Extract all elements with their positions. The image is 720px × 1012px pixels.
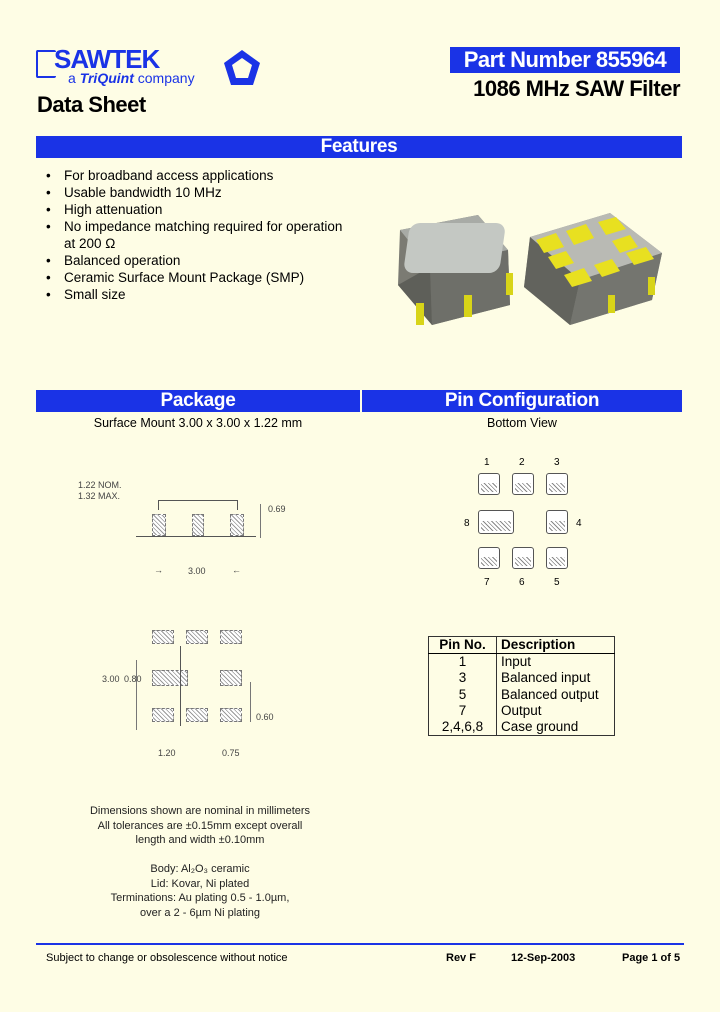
dim-pitch-a: 1.20 <box>158 748 176 758</box>
table-row <box>429 719 615 736</box>
features-list <box>44 167 354 303</box>
note-line: All tolerances are ±0.15mm except overall <box>97 819 303 832</box>
pin-config-heading: Pin Configuration <box>362 390 682 412</box>
feature-item: • Ceramic Surface Mount Package (SMP) <box>44 269 354 286</box>
package-subtitle: Surface Mount 3.00 x 3.00 x 1.22 mm <box>93 416 303 430</box>
footer-disclaimer: Subject to change or obsolescence without notice <box>46 952 288 964</box>
pin-label-2: 2 <box>519 457 525 468</box>
arrow-right-icon: ← <box>232 565 241 575</box>
table-row <box>429 686 615 703</box>
pentagon-logo-icon <box>222 48 262 88</box>
dim-pitch-b: 0.75 <box>222 748 240 758</box>
pin-number: 1 <box>429 653 497 670</box>
pin-table <box>428 636 615 736</box>
pin-description: Balanced input <box>497 670 615 687</box>
dim-height-nom: 1.22 NOM. <box>78 480 122 490</box>
footer-page: Page 1 of 5 <box>622 952 681 964</box>
note-line <box>60 848 340 863</box>
top-view-drawing <box>100 620 300 770</box>
pin-description: Output <box>497 703 615 720</box>
note-line: Dimensions shown are nominal in millimeters <box>89 805 311 817</box>
sawtek-logo <box>36 44 266 90</box>
dim-pad-len: 0.60 <box>256 712 274 722</box>
pin-number: 3 <box>429 670 497 687</box>
package-notes <box>60 804 340 920</box>
feature-item: • High attenuation <box>44 201 354 218</box>
pin-label-3: 3 <box>554 457 560 468</box>
features-heading: Features <box>36 136 682 158</box>
dim-width: 3.00 <box>188 566 206 576</box>
pin-number: 2,4,6,8 <box>429 719 497 736</box>
pin-number: 5 <box>429 686 497 703</box>
pin-description: Input <box>497 653 615 670</box>
product-title: 1086 MHz SAW Filter <box>473 76 680 101</box>
logo-s-icon <box>36 50 56 78</box>
part-number-badge: Part Number 855964 <box>450 47 680 73</box>
note-line: Lid: Kovar, Ni plated <box>150 877 250 890</box>
dim-pad-gap: 0.80 <box>124 674 142 684</box>
pin-label-1: 1 <box>484 457 490 468</box>
footer-revision: Rev F <box>446 952 476 964</box>
table-row <box>429 653 615 670</box>
bottom-view-drawing <box>460 455 590 590</box>
footer-divider <box>36 943 684 945</box>
pin-description: Balanced output <box>497 686 615 703</box>
logo-tagline-suffix: company <box>133 70 195 86</box>
feature-item: • Usable bandwidth 10 MHz <box>44 184 354 201</box>
pin-config-subtitle: Bottom View <box>487 416 557 430</box>
pin-table-header <box>429 637 615 654</box>
feature-item: • For broadband access applications <box>44 167 354 184</box>
feature-item: • Small size <box>44 286 354 303</box>
note-line: Body: Al₂O₃ ceramic <box>150 863 250 875</box>
pin-label-6: 6 <box>519 577 525 588</box>
pin-number: 7 <box>429 703 497 720</box>
doc-type: Data Sheet <box>37 92 146 117</box>
package-heading: Package <box>36 390 360 412</box>
logo-tagline <box>68 70 195 86</box>
feature-item: • Balanced operation <box>44 252 354 269</box>
dim-pad-height: 0.69 <box>268 504 286 514</box>
note-line: Terminations: Au plating 0.5 - 1.0µm, <box>110 892 290 904</box>
pin-label-7: 7 <box>484 577 490 588</box>
side-view-drawing <box>70 470 290 580</box>
logo-tagline-prefix: a <box>68 70 80 86</box>
pin-label-5: 5 <box>554 577 560 588</box>
table-row <box>429 670 615 687</box>
note-line: over a 2 - 6µm Ni plating <box>139 906 261 919</box>
pin-table-header-cell: Pin No. <box>429 637 497 654</box>
note-line: length and width ±0.10mm <box>135 834 265 846</box>
arrow-left-icon: → <box>154 565 163 575</box>
pin-table-header-cell: Description <box>497 637 615 654</box>
feature-item: • No impedance matching required for operation at 200 Ω <box>44 218 354 252</box>
pin-label-8: 8 <box>464 518 470 529</box>
footer-date: 12-Sep-2003 <box>511 952 576 964</box>
dim-height-max: 1.32 MAX. <box>78 491 121 501</box>
logo-brand: SAWTEK <box>54 44 160 74</box>
table-row <box>429 703 615 720</box>
pin-label-4: 4 <box>576 518 582 529</box>
dim-length: 3.00 <box>102 674 120 684</box>
product-photo <box>380 195 670 340</box>
pin-description: Case ground <box>497 719 615 736</box>
logo-tagline-brand: TriQuint <box>79 70 134 86</box>
